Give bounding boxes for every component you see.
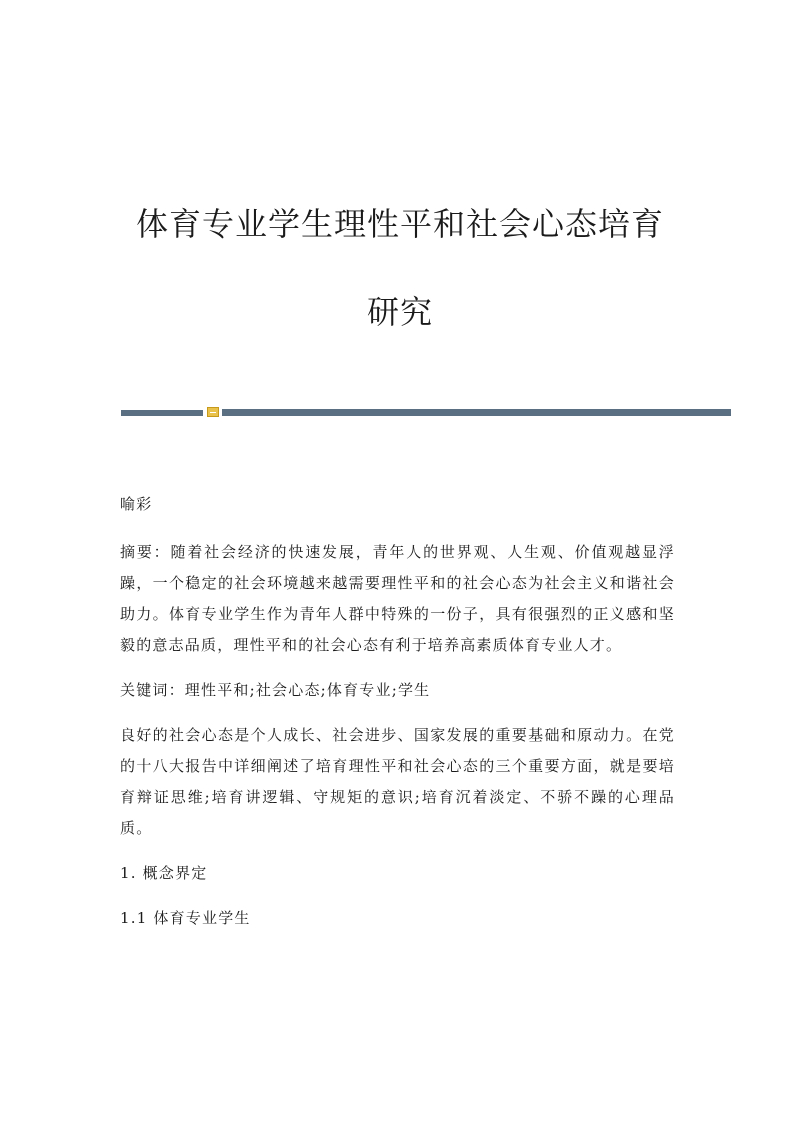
document-body [120,489,675,948]
document-title: 体育专业学生理性平和社会心态培育研究 [135,205,664,331]
section-heading: 1. 概念界定 [120,864,208,882]
author-name: 喻彩 [120,495,153,513]
subsection-heading: 1.1 体育专业学生 [120,909,251,927]
divider-left-bar [121,410,203,416]
abstract-paragraph: 摘要：随着社会经济的快速发展，青年人的世界观、人生观、价值观越显浮躁，一个稳定的社会环境越来越需要理性平和的社会心态为社会主义和谐社会助力。体育专业学生作为青年人群中特殊的一份子，具有很强烈的正义感和坚毅的意志品质，理性平和的社会心态有利于培养高素质体育专业人才。 [120,543,675,654]
divider-right-bar [222,409,731,416]
keywords-paragraph: 关键词：理性平和;社会心态;体育专业;学生 [120,681,431,699]
intro-paragraph: 良好的社会心态是个人成长、社会进步、国家发展的重要基础和原动力。在党的十八大报告中详细阐述了培育理性平和社会心态的三个重要方面，就是要培育辩证思维;培育讲逻辑、守规矩的意识;培育沉着淡定、不骄不躁的心理品质。 [120,726,675,837]
divider-ornament-icon [207,407,219,417]
title-divider [121,409,731,417]
